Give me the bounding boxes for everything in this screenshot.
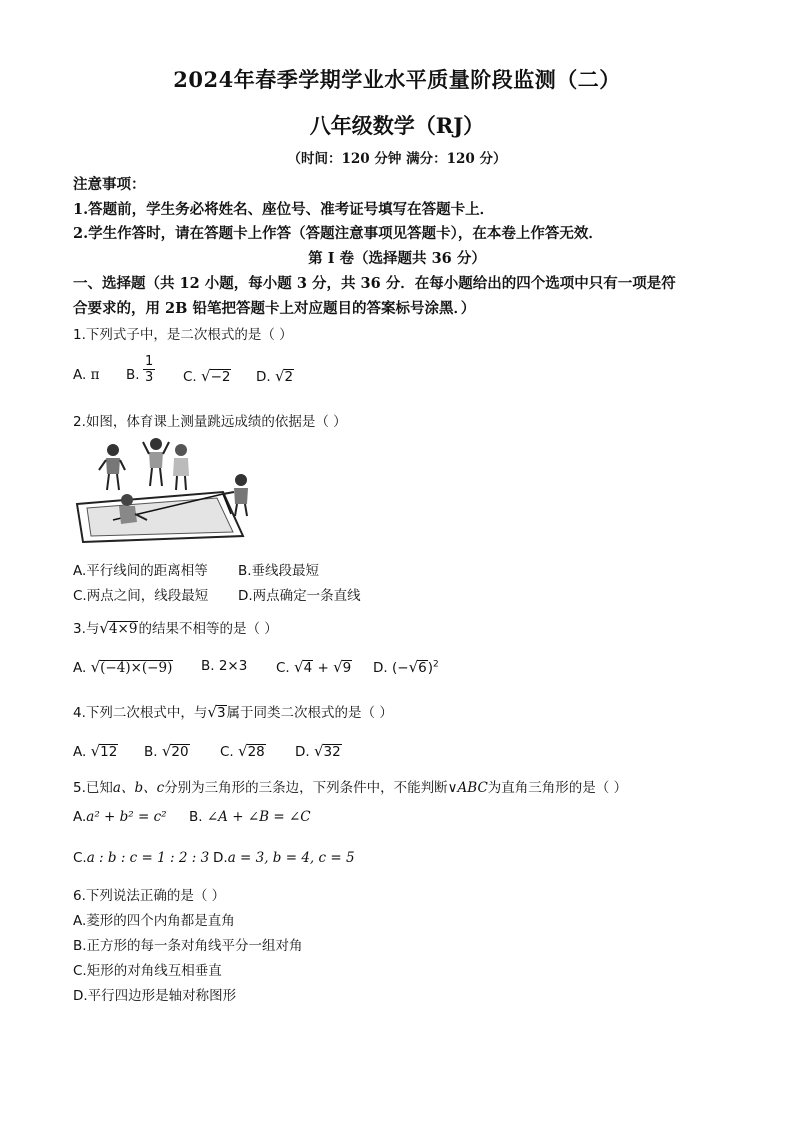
q2-stem: 2.如图，体育课上测量跳远成绩的依据是（ ）: [73, 414, 347, 430]
q5-option-d: D.a = 3, b = 4, c = 5: [213, 850, 355, 866]
exam-time-info: （时间：120 分钟 满分：120 分）: [287, 151, 507, 167]
q2-option-d: D.两点确定一条直线: [238, 588, 361, 604]
q5-option-c: C.a : b : c = 1 : 2 : 3: [73, 850, 210, 866]
q6-option-a: A.菱形的四个内角都是直角: [73, 913, 235, 929]
part1-heading: 第 I 卷（选择题共 36 分）: [308, 250, 486, 267]
q1-stem: 1.下列式子中，是二次根式的是（ ）: [73, 327, 293, 343]
q5-option-b: B. ∠A + ∠B = ∠C: [189, 809, 311, 825]
exam-title: 2024年春季学期学业水平质量阶段监测（二）: [173, 67, 621, 92]
q1-option-b-label: B.: [126, 367, 140, 383]
q6-option-d: D.平行四边形是轴对称图形: [73, 988, 237, 1004]
q3-stem: 3.与√4×9的结果不相等的是（ ）: [73, 619, 278, 637]
q5-option-a: A.a² + b² = c²: [73, 809, 167, 825]
q3-option-b: B. 2×3: [201, 658, 248, 674]
q2-option-b: B.垂线段最短: [238, 563, 320, 579]
q4-option-b: B. √20: [144, 742, 189, 760]
q4-stem: 4.下列二次根式中，与√3属于同类二次根式的是（ ）: [73, 703, 393, 721]
q6-stem: 6.下列说法正确的是（ ）: [73, 888, 226, 904]
q1-option-d: D. √2: [256, 367, 294, 385]
q6-option-b: B.正方形的每一条对角线平分一组对角: [73, 938, 303, 954]
q4-option-c: C. √28: [220, 742, 265, 760]
long-jump-illustration: [73, 434, 261, 544]
note-item-1: 1.答题前，学生务必将姓名、座位号、准考证号填写在答题卡上．: [73, 201, 495, 218]
q1-option-c: C. √−2: [183, 367, 231, 385]
q4-option-a: A. √12: [73, 742, 118, 760]
q3-option-c: C. √4 + √9: [276, 658, 352, 676]
q2-option-a: A.平行线间的距离相等: [73, 563, 208, 579]
q6-option-c: C.矩形的对角线互相垂直: [73, 963, 222, 979]
q3-option-a: A. √(−4)×(−9): [73, 658, 173, 676]
q4-option-d: D. √32: [295, 742, 341, 760]
exam-subject: 八年级数学（RJ）: [309, 113, 485, 138]
section-instructions-line1: 一、选择题（共 12 小题，每小题 3 分，共 36 分．在每小题给出的四个选项中只有一项是符: [73, 275, 676, 292]
notes-heading: 注意事项：: [73, 176, 146, 193]
section-instructions-line2: 合要求的，用 2B 铅笔把答题卡上对应题目的答案标号涂黑．）: [73, 300, 476, 317]
q3-option-d: D. $(-√6)^2$: [373, 658, 439, 676]
q1-option-a: A. π: [73, 367, 100, 383]
q2-option-c: C.两点之间，线段最短: [73, 588, 209, 604]
q1-option-b-fraction: $\frac{1}{3}$: [145, 354, 154, 385]
note-item-2: 2.学生作答时，请在答题卡上作答（答题注意事项见答题卡），在本卷上作答无效．: [73, 225, 603, 242]
q5-stem: 5.已知a、b、c分别为三角形的三条边，下列条件中，不能判断∨ABC为直角三角形的是（ ）: [73, 780, 628, 796]
